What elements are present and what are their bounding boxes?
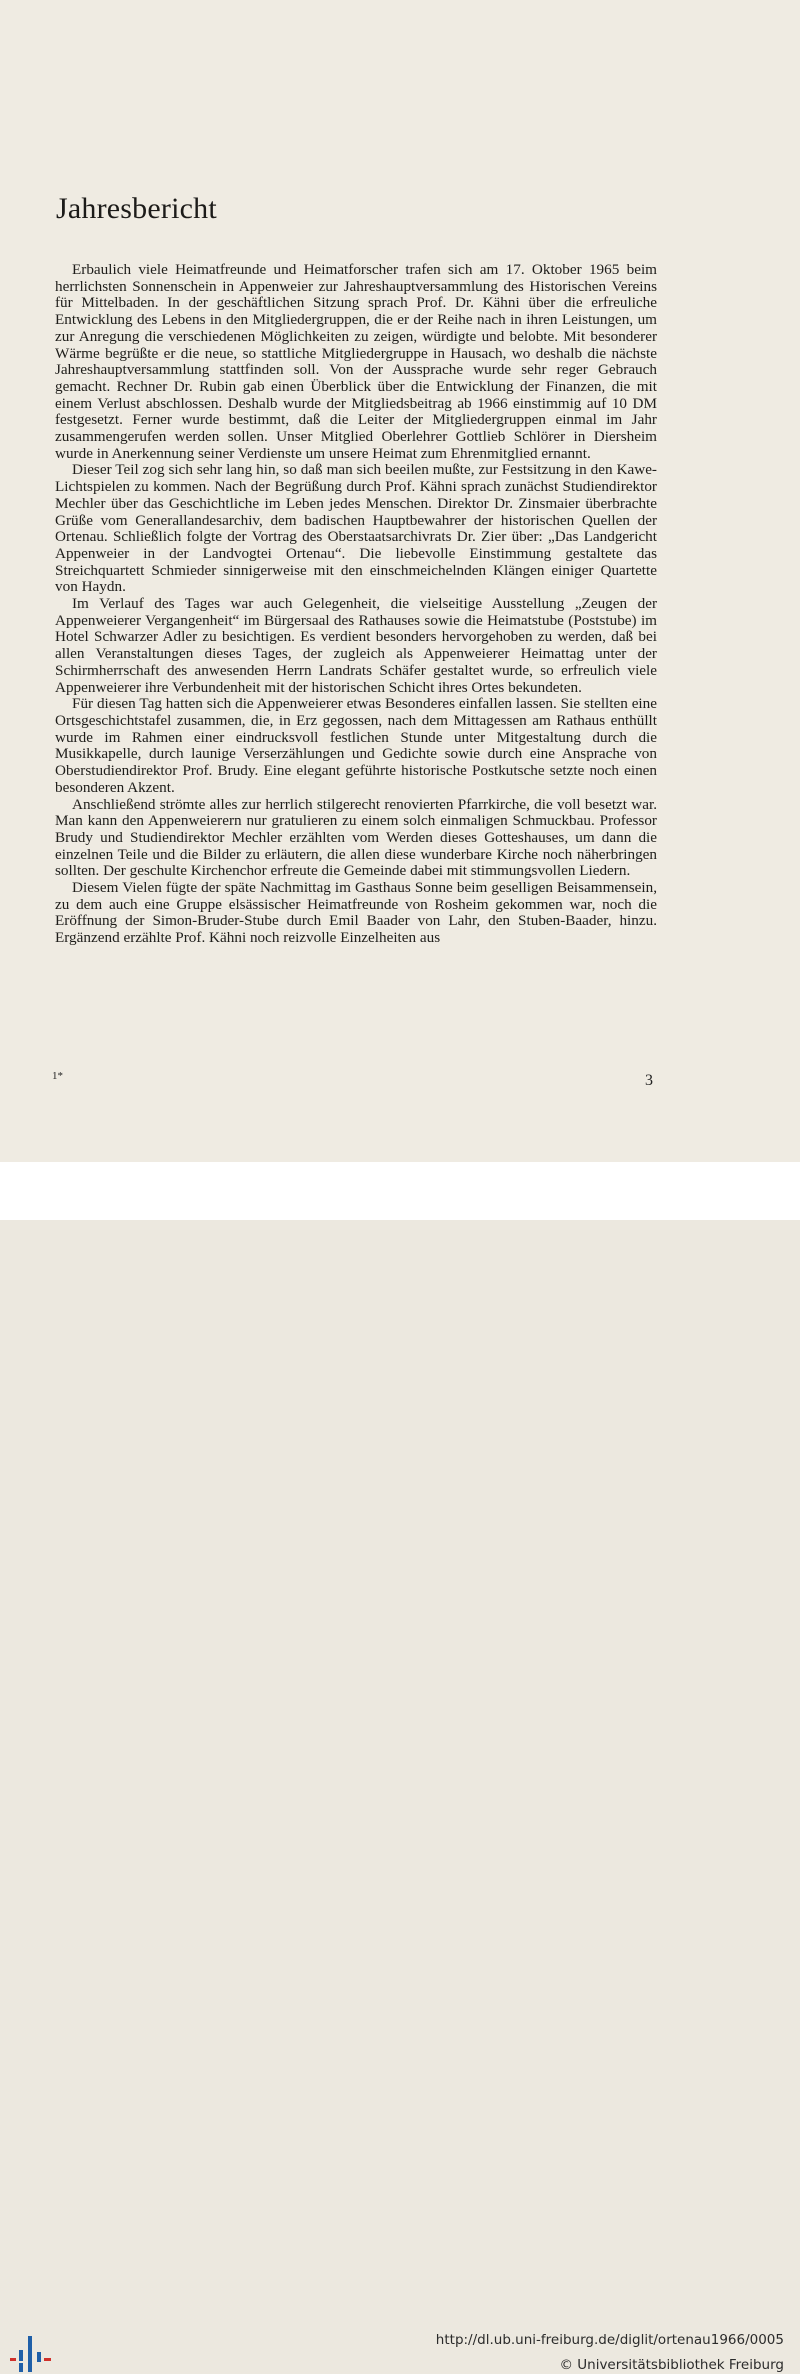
- copyright-notice: © Universitätsbibliothek Freiburg: [559, 2357, 784, 2373]
- page-title: Jahresbericht: [56, 192, 217, 225]
- paragraph-1: Erbaulich viele Heimatfreunde und Heimatforscher trafen sich am 17. Oktober 1965 beim herrlichsten Sonnenschein in Appenweier zur Jahreshauptversammlung des Historischen Vereins für Mittelbaden. In der geschäftlichen Sitzung sprach Prof. Dr. Kähni über die erfreuliche Entwicklung des Lebens in den Mitgliedergruppen, die er der Reihe nach in ihren Leistungen, um zur Anregung die verschiedenen Möglichkeiten zu zeigen, würdigte und belobte. Mit besonderer Wärme begrüßte er die neue, so stattliche Mitgliedergruppe in Hausach, wo deshalb die nächste Jahreshauptversammlung stattfinden soll. Von der Aussprache wurde sehr reger Gebrauch gemacht. Rechner Dr. Rubin gab einen Überblick über die Entwicklung der Finanzen, die mit einem Verlust abschlossen. Deshalb wurde der Mitgliedsbeitrag ab 1966 einstimmig auf 10 DM festgesetzt. Ferner wurde bestimmt, daß die Leiter der Mitgliedergruppen einmal im Jahr zusammengerufen werden sollen. Unser Mitglied Oberlehrer Gottlieb Schlörer in Diersheim wurde in Anerkennung seiner Verdienste um unsere Heimat zum Ehrenmitglied ernannt.: [55, 261, 657, 462]
- article-body: [55, 262, 657, 947]
- signature-mark: 1*: [52, 1070, 63, 1082]
- paragraph-4: Für diesen Tag hatten sich die Appenweierer etwas Besonderes einfallen lassen. Sie stellten eine Ortsgeschichtstafel zusammen, die, in Erz gegossen, nach dem Mittagessen am Rathaus enthüllt wurde im Rahmen einer eindrucksvoll festlichen Stunde unter Mitgestaltung durch die Musikkapelle, durch launige Verserzählungen und Gedichte sowie durch eine Ansprache von Oberstudiendirektor Prof. Brudy. Eine elegant geführte historische Postkutsche setzte noch einen besonderen Akzent.: [55, 695, 657, 796]
- paragraph-6: Diesem Vielen fügte der späte Nachmittag im Gasthaus Sonne beim geselligen Beisammensein, zu dem auch eine Gruppe elsässischer Heimatfreunde von Rosheim gekommen war, noch die Eröffnung der Simon-Bruder-Stube durch Emil Baader von Lahr, den Stuben-Baader, hinzu. Ergänzend erzählte Prof. Kähni noch reizvolle Einzelheiten aus: [55, 879, 657, 947]
- ub-freiburg-logo-icon: [10, 2334, 54, 2374]
- permalink-url[interactable]: http://dl.ub.uni-freiburg.de/diglit/ortenau1966/0005: [435, 2332, 784, 2348]
- paragraph-2: Dieser Teil zog sich sehr lang hin, so daß man sich beeilen mußte, zur Festsitzung in den Kawe-Lichtspielen zu kommen. Nach der Begrüßung durch Prof. Kähni sprach zunächst Studiendirektor Mechler über das Geschichtliche im Leben jedes Menschen. Direktor Dr. Zinsmaier überbrachte Grüße vom Generallandesarchiv, dem badischen Hauptbewahrer der historischen Quellen der Ortenau. Schließlich folgte der Vortrag des Oberstaatsarchivrats Dr. Zier über: „Das Landgericht Appenweier in der Landvogtei Ortenau“. Die liebevolle Einstimmung gestaltete das Streichquartett Schmieder sinnigerweise mit den einschmeichelnden Klängen einiger Quartette von Haydn.: [55, 461, 657, 596]
- scanned-page: [0, 0, 800, 1162]
- paragraph-3: Im Verlauf des Tages war auch Gelegenheit, die vielseitige Ausstellung „Zeugen der Appenweierer Vergangenheit“ im Bürgersaal des Rathauses sowie die Heimatstube (Poststube) im Hotel Schwarzer Adler zu besichtigen. Es verdient besonders hervorgehoben zu werden, daß bei allen Veranstaltungen dieses Tages, der zugleich als Appenweierer Heimattag unter der Schirmherrschaft des anwesenden Herrn Landrats Schäfer gestaltet wurde, so erfreulich viele Appenweierer ihre Verbundenheit mit der historischen Schicht ihres Ortes bekundeten.: [55, 595, 657, 696]
- paragraph-5: Anschließend strömte alles zur herrlich stilgerecht renovierten Pfarrkirche, die voll besetzt war. Man kann den Appenweierern nur gratulieren zu einem solch einmaligen Schmuckbau. Professor Brudy und Studiendirektor Mechler erzählten vom Werden dieses Gotteshauses, um dann die einzelnen Teile und die Bilder zu erläutern, die allen diese wunderbare Kirche noch näherbringen sollten. Der geschulte Kirchenchor erfreute die Gemeinde dabei mit stimmungsvollen Liedern.: [55, 795, 657, 880]
- viewer-footer: [0, 1162, 800, 2373]
- page-number: 3: [645, 1072, 653, 1089]
